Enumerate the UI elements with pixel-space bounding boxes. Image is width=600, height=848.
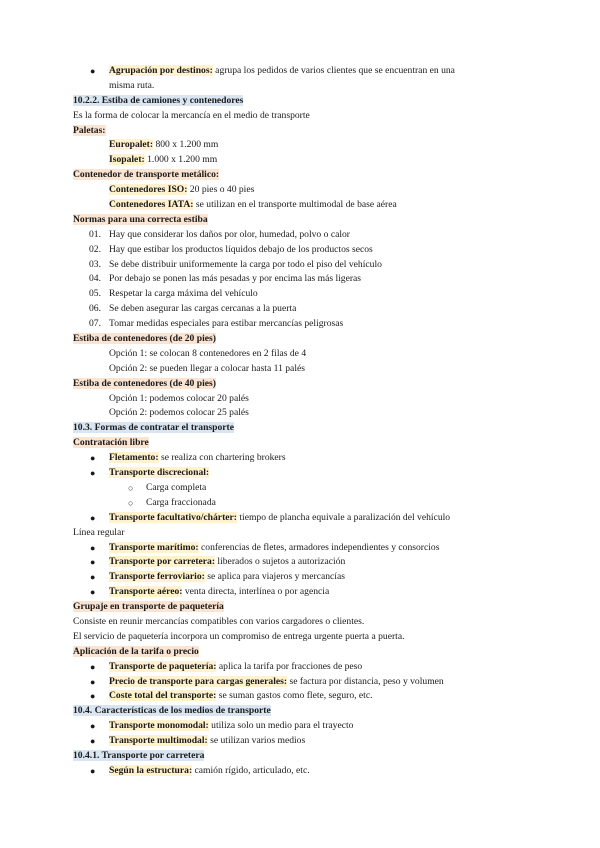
bullet-icon: ● xyxy=(90,765,96,776)
bullet-item: ● Transporte de paquetería: aplica la tarifa por fracciones de peso xyxy=(0,660,600,675)
paragraph: Consiste en reunir mercancías compatibles con varios cargadores o clientes. xyxy=(73,615,365,627)
bullet-icon: ● xyxy=(90,512,96,523)
indented-item: Europalet: 800 x 1.200 mm xyxy=(109,139,219,151)
subheading: Estiba de contenedores (de 40 pies) xyxy=(73,377,216,389)
numbered-item: 06. Se deben asegurar las cargas cercanas a la puerta xyxy=(89,303,297,315)
subheading: Aplicación de la tarifa o precio xyxy=(73,645,199,657)
bullet-item: ● Transporte multimodal: se utilizan varios medios xyxy=(0,734,600,749)
paragraph: El servicio de paquetería incorpora un compromiso de entrega urgente puerta a puerta. xyxy=(73,630,405,642)
paragraph: Es la forma de colocar la mercancía en el medio de transporte xyxy=(73,109,310,121)
bullet-item: ● Según la estructura: camión rígido, articulado, etc. xyxy=(0,764,600,779)
bullet-item: ● Transporte marítimo: conferencias de fletes, armadores independientes y consorcios xyxy=(0,541,600,556)
bullet-item: ● Transporte monomodal: utiliza solo un medio para el trayecto xyxy=(0,719,600,734)
subheading: Grupaje en transporte de paquetería xyxy=(73,601,224,613)
indented-item: Contenedores ISO: 20 pies o 40 pies xyxy=(109,184,255,196)
section-heading: 10.2.2. Estiba de camiones y contenedores xyxy=(73,94,244,106)
subheading: Normas para una correcta estiba xyxy=(73,213,208,225)
bullet-icon: ● xyxy=(90,557,96,568)
subheading: Contratación libre xyxy=(73,437,149,449)
bullet-text: agrupa los pedidos de varios clientes que se encuentran en una xyxy=(212,65,455,76)
bullet-item: ● Transporte ferroviario: se aplica para viajeros y mercancías xyxy=(0,570,600,585)
indented-text: Opción 2: podemos colocar 25 palés xyxy=(109,407,249,419)
bullet-label: Agrupación por destinos: xyxy=(109,65,213,76)
sub-bullet-item: ○ Carga completa xyxy=(0,481,600,496)
document-page xyxy=(0,64,600,779)
bullet-item: ● Coste total del transporte: se suman gastos como flete, seguro, etc. xyxy=(0,689,600,704)
bullet-icon: ● xyxy=(90,468,96,479)
section-heading: 10.3. Formas de contratar el transporte xyxy=(73,422,235,434)
bullet-icon: ● xyxy=(90,736,96,747)
indented-text: Opción 2: se pueden llegar a colocar hasta 11 palés xyxy=(109,362,305,374)
bullet-item: ● Fletamento: se realiza con chartering brokers xyxy=(0,451,600,466)
bullet-item: ● Transporte discrecional: xyxy=(0,466,600,481)
bullet-item: ● Transporte facultativo/chárter: tiempo de plancha equivale a paralización del vehículo xyxy=(0,511,600,526)
numbered-item: 03. Se debe distribuir uniformemente la carga por todo el piso del vehículo xyxy=(89,258,382,270)
bullet-icon: ● xyxy=(90,453,96,464)
numbered-item: 05. Respetar la carga máxima del vehículo xyxy=(89,288,258,300)
bullet-icon: ● xyxy=(90,691,96,702)
subheading: Contenedor de transporte metálico: xyxy=(73,169,220,181)
subheading: Estiba de contenedores (de 20 pies) xyxy=(73,333,216,345)
sub-bullet-item: ○ Carga fraccionada xyxy=(0,496,600,511)
bullet-continuation: misma ruta. xyxy=(109,79,155,91)
bullet-icon: ● xyxy=(90,587,96,598)
section-heading: 10.4. Características de los medios de transporte xyxy=(73,705,271,717)
indented-item: Isopalet: 1.000 x 1.200 mm xyxy=(109,154,218,166)
paragraph: Línea regular xyxy=(73,526,125,538)
numbered-item: 01. Hay que considerar los daños por olor, humedad, polvo o calor xyxy=(89,228,350,240)
bullet-icon: ● xyxy=(90,721,96,732)
indented-item: Contenedores IATA: se utilizan en el transporte multimodal de base aérea xyxy=(109,199,397,211)
bullet-item: ● Precio de transporte para cargas generales: se factura por distancia, peso y volumen xyxy=(0,675,600,690)
numbered-item: 07. Tomar medidas especiales para estibar mercancías peligrosas xyxy=(89,318,344,330)
bullet-icon: ● xyxy=(90,572,96,583)
section-heading: 10.4.1. Transporte por carretera xyxy=(73,749,205,761)
circle-bullet-icon: ○ xyxy=(128,482,134,493)
bullet-icon: ● xyxy=(90,661,96,672)
indented-text: Opción 1: podemos colocar 20 palés xyxy=(109,392,249,404)
bullet-item: ● Transporte aéreo: venta directa, interlínea o por agencia xyxy=(0,585,600,600)
bullet-icon: ● xyxy=(90,66,96,76)
bullet-item xyxy=(0,64,600,79)
numbered-item: 04. Por debajo se ponen las más pesadas y por encima las más ligeras xyxy=(89,273,362,285)
subheading: Paletas: xyxy=(73,124,106,136)
circle-bullet-icon: ○ xyxy=(128,497,134,508)
numbered-item: 02. Hay que estibar los productos líquidos debajo de los productos secos xyxy=(89,243,373,255)
bullet-item: ● Transporte por carretera: liberados o sujetos a autorización xyxy=(0,555,600,570)
bullet-icon: ● xyxy=(90,676,96,687)
indented-text: Opción 1: se colocan 8 contenedores en 2 filas de 4 xyxy=(109,347,307,359)
bullet-icon: ● xyxy=(90,542,96,553)
